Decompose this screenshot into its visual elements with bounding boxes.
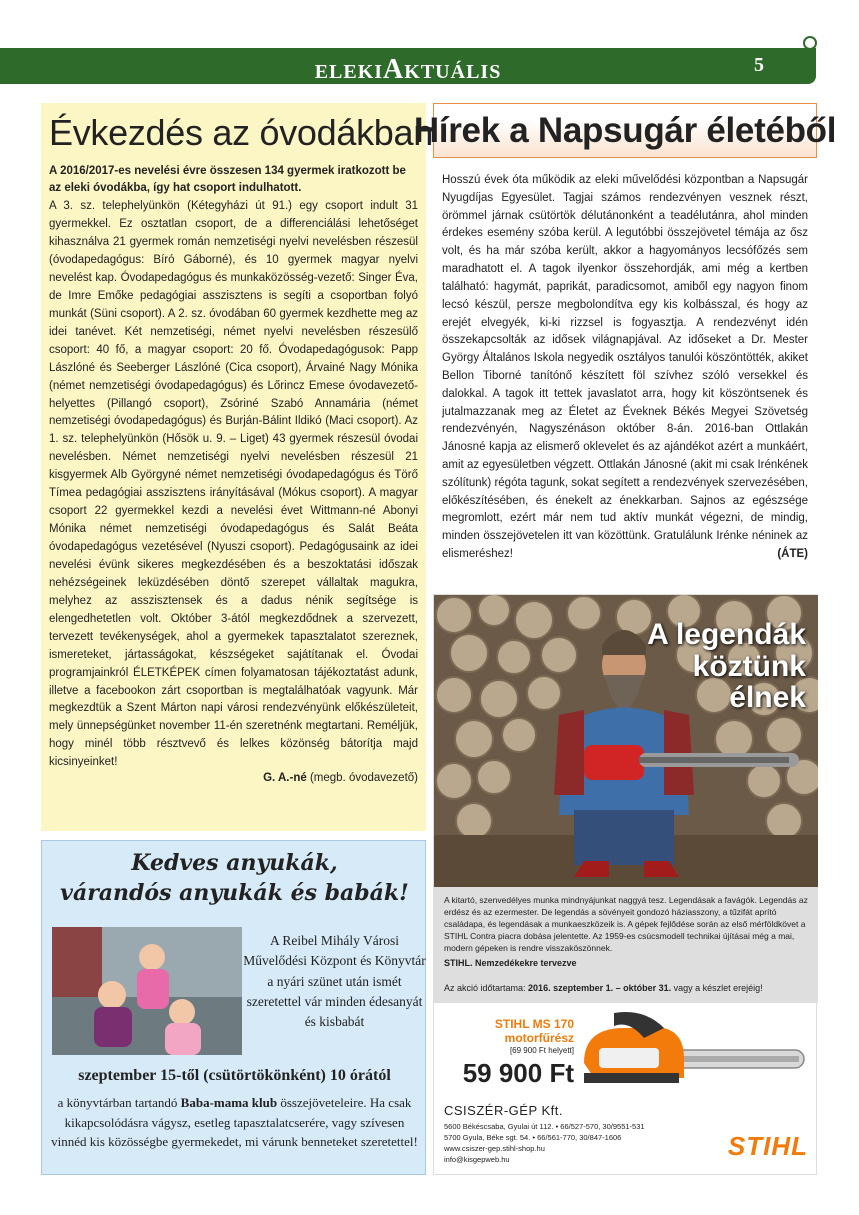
- lumberjack-photo: [434, 595, 818, 887]
- product-name: STIHL MS 170 motorfűrész: [494, 1017, 574, 1046]
- article-body: A 3. sz. telephelyünkön (Kétegyházi út 91.) egy csoport indult 31 gyermekkel. Ez osztatlan csoport, de a differenciálási lehetőséget kihasználva 21 gyermek román nemzetiségi nyelvi nevelésben részesül (óvodapedagógus: Bíró Gáborné), és 10 gyermek magyar nyelvi nevelést kap. Óvodapedagógus és munkaközösség-vezető: Singer Éva, de Imre Emőke pedagógiai asszisztens is segíti a csoportban folyó munkát (Süni csoport). A 2. sz. óvodában 60 gyermek kezdhette meg az idei tanévet. Két nemzetiségi, német nyelvi nevelésben részesülő csoport: 40 fő, a magyar csoport: 20 fő. Óvodapedagógusok: Papp Lászlóné és Seeberger Lászlóné (Cica csoport), Árvainé Nagy Mónika (német nemzetiségi óvodapedagógus) és Lőrincz Emese óvodavezető-helyettes (Pillangó csoport), Zsóriné Szabó Annamária (német nemzetiségi óvodapedagógus) és Burján-Bálint Ildikó (Maci csoport). Az 1. sz. telephelyünkön (Hősök u. 9. – Liget) 43 gyermek részesül óvodai nevelésben. Német nemzetiségi nyelvi nevelésben részesül 21 kisgyermek Alb Györgyné német nemzetiségi óvodapedagógus és Törő Tímea pedagógiai asszisztens irányításával (Mókus csoport). A magyar csoport 22 gyermekkel kezdi a nevelési évet Wittmann-né Abonyi Mónika német nemzetiségi óvodapedagógus és Salát Beáta óvodapedagógus vezetésével (Nyuszi csoport). Pedagógusaink az idei nevelési évünk sikeres megkezdésében és a beszoktatási időszak nehézségeinek leküzdésében döntő szerepet vállaltak magukra, melyhez az asszisztensek és a dadus nénik segítsége is elengedhetetlen volt. Október 3-ától megkezdődnek a szervezett, tervezett tevékenységek, ahol a gyermekek tapasztalatot szereznek, ismereteket, jártasságokat, készségeket sajátítanak el. Óvodai programjainkról ÉLETKÉPEK címen folyamatosan tájékoztatást adunk, illetve a facebookon zárt csoportban is megtalálhatóak vagyunk. Már megkezdtük a Szent Márton napi városi rendezvényünk előkészületeit, mely ünnepségünket november 11-én szeretnénk megtartani. Reméljük, hogy minél több résztvevő és lelkes közönség bátorítja majd kicsinyeinket!: [49, 200, 418, 769]
- title-big-letter: A: [383, 54, 405, 85]
- title-prefix: ELEKI: [314, 61, 384, 83]
- dealer-name: CSISZÉR-GÉP Kft.: [444, 1103, 564, 1118]
- stihl-advertisement: [433, 594, 817, 1175]
- article-title: Hírek a Napsugár életéből: [413, 110, 837, 150]
- title-suffix: KTUÁLIS: [404, 61, 502, 83]
- article-title-box: [413, 103, 837, 158]
- original-price-note: [69 900 Ft helyett]: [509, 1046, 574, 1055]
- ad-period: Az akció időtartama: 2016. szeptember 1. – október 31. vagy a készlet erejéig!: [444, 983, 763, 994]
- dealer-contacts: 5600 Békéscsaba, Gyulai út 112. • 66/527-570, 30/9551-531 5700 Gyula, Béke sgt. 54. • 66/561-770, 30/847-1606 www.csiszer-gep.stihl-shop.hu info@kisgepweb.hu: [444, 1122, 645, 1164]
- product-price: 59 900 Ft: [462, 1058, 574, 1088]
- ad-slogan: STIHL. Nemzedékekre tervezve: [444, 958, 577, 969]
- publication-title: [0, 54, 816, 86]
- children-photo: [52, 927, 242, 1055]
- notice-time: szeptember 15-től (csütörtökönként) 10 órától: [78, 1067, 391, 1084]
- notice-heading: Kedves anyukák, várandós anyukák és babák!: [60, 850, 409, 906]
- notice-side-text: A Reibel Mihály Városi Művelődési Központ és Könyvtár a nyári szünet után ismét szeretettel vár minden édesanyát és kisbabát: [243, 933, 426, 1029]
- ad-description-band: [434, 887, 818, 1003]
- page-number: 5: [754, 54, 764, 76]
- dealer-info: [444, 1103, 694, 1166]
- article-title: Évkezdés az óvodákban: [49, 112, 433, 153]
- article-body: Hosszú évek óta működik az eleki művelődési központban a Napsugár Nyugdíjas Egyesület. Tagjai számos rendezvényen vesznek részt, örömmel járnak csütörtök délutánonként a teadélutánra, ahol minden érdekes esemény szóba kerül. A legutóbbi összejövetel témája az ősz volt, és ha már szóba került, akkor a hagyományos lecsófőzés sem maradhatott el. A tagok ilyenkor összehordják, ami még a kertben található: hagymát, paprikát, paradicsomot, amiből egy nagyon finom lecsó készül, persze megbolondítva egy kis kolbásszal, és hogy az erejét elvegyék, ki-ki rizzsel is fogyasztja. A rendezvényt idén összekapcsolták az idősek világnapjával. Az időseket a Dr. Mester György Általános Iskola negyedik osztályos tanulói köszöntötték, akiket Bellon Tiborné tanítónő készített föl szívhez szóló versekkel és dalokkal. A tagok itt tettek javaslatot arra, hogy kit köszöntsenek és jutalmazzanak meg az Életet az Éveknek Békés Megyei Szövetség rendezvényén, Nagyszénáson október 8-án. 2016-ban Ottlakán Jánosné kapja az elismerő oklevelet és az ajándékot azért a munkáért, amit az egyesületben végzett. Ottlakán Jánosné (akit mi csak Irénkének szólítunk) régóta tagunk, sokat segített a rendezvények szervezésében, előkészítésében, és énekelt az énekkarban. Sajnos az egészsége megromlott, ezért már nem tud aktív munkát végezni, de mindig, minden összejövetelen itt van közöttünk. Gratulálunk Irénke néninek az elismeréshez! (ÁTE): [433, 158, 817, 564]
- article-signature: G. A.-né (megb. óvodavezető): [263, 772, 418, 785]
- swirl-ornament-icon: [803, 36, 817, 50]
- stihl-logo: STIHL: [727, 1131, 808, 1161]
- kindergarten-article: [41, 103, 433, 831]
- notice-invitation: a könyvtárban tartandó Baba-mama klub összejöveteleire. Ha csak kikapcsolódásra vágysz, esetleg tapasztalatcserére, vagy szívesen vinnéd kis közösségbe gyermekedet, mi várunk benneteket szeretettel!: [51, 1095, 418, 1149]
- page-header: [0, 48, 816, 84]
- article-lead: A 2016/2017-es nevelési évre összesen 134 gyermek iratkozott be az eleki óvodákba, így hat csoport indulhatott.: [49, 164, 406, 195]
- article-signature: (ÁTE): [777, 548, 808, 561]
- product-offer: [434, 1003, 818, 1176]
- ad-headline: A legendák köztünk élnek: [647, 618, 806, 714]
- napsugar-article: [413, 103, 837, 564]
- baby-club-notice: [41, 840, 426, 1175]
- chainsaw-icon: [574, 1008, 809, 1098]
- ad-description: A kitartó, szenvedélyes munka mindnyájunkat naggyá tesz. Legendásak a favágók. Legendás az erdész és az ezermester. De legendás a sövényeit gondozó háziasszony, a tűzifát aprító családapa, és legendásak a munkaeszközeik is. A gépek fejlődése során az első mérföldkövet a STIHL Contra piacra dobása jelentette. Az 1959-es csúcsmodell technikai újításai még a mai, modern gépeken is rendre visszaköszönnek.: [444, 895, 808, 953]
